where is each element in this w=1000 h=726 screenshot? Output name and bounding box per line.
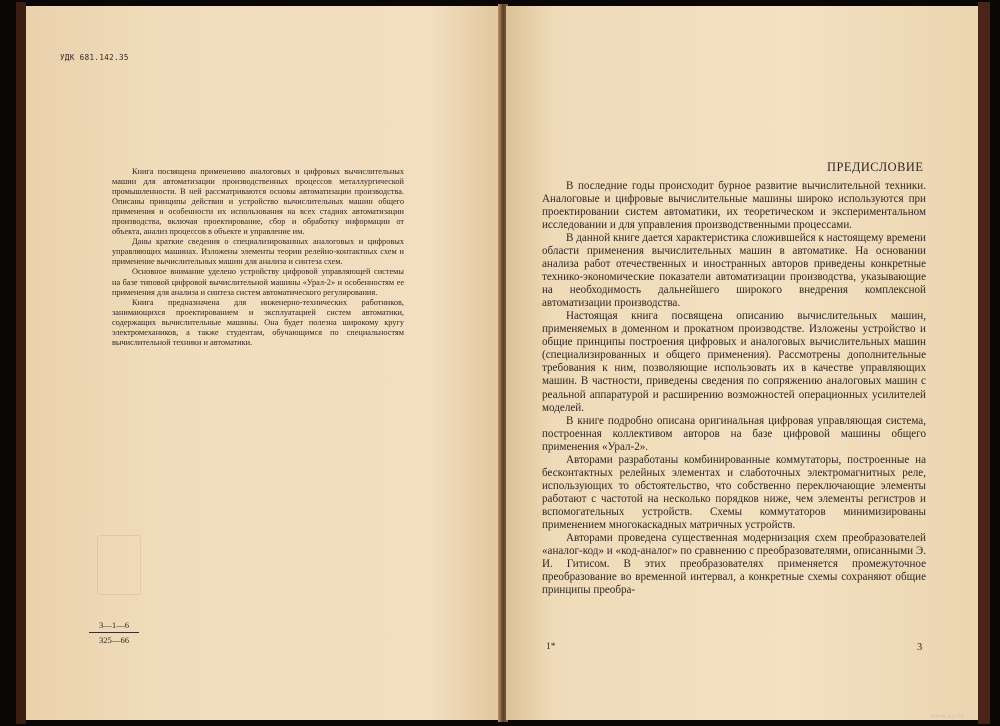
signature-mark: 1* bbox=[546, 642, 556, 652]
left-page bbox=[26, 6, 500, 720]
udk-code: УДК 681.142.35 bbox=[60, 53, 129, 62]
book-abstract bbox=[112, 167, 404, 348]
cover-edge-right bbox=[978, 2, 990, 724]
publication-code bbox=[89, 620, 139, 645]
faded-stamp-mark bbox=[97, 535, 141, 595]
preface-paragraph: Авторами проведена существенная модернизация схем преобразователей «аналог-код» и «код-аналог» по сравнению с преобразователями, описанными Э. И. Гитисом. В этих преобразователях применяется промежуточное преобразование во временной интервал, а конкретные схемы сохраняют общие принципы преобра- bbox=[542, 531, 926, 596]
site-watermark: www.ay.by bbox=[930, 712, 965, 720]
abstract-paragraph: Основное внимание уделено устройству цифровой управляющей системы на базе типовой цифровой вычислительной машины «Урал-2» и особенностям ее применения для анализа и синтеза систем автоматического регулирования. bbox=[112, 267, 404, 297]
cover-edge-left bbox=[16, 2, 26, 724]
preface-paragraph: Настоящая книга посвящена описанию вычислительных машин, применяемых в доменном и прокатном производстве. Изложены устройство и общие принципы построения цифровых и аналоговых вычислительных машин (специализированных и общего применения). Рассмотрены дополнительные требования к ним, позволяющие использовать их в качестве управляющих машин. В частности, приведены сведения по сопряжению аналоговых машин с реальной аппаратурой и расширению возможностей операционных усилителей моделей. bbox=[542, 310, 926, 414]
preface-paragraph: Авторами разработаны комбинированные коммутаторы, построенные на бесконтактных релейных элементах и слаботочных электромагнитных реле, использующих то обстоятельство, что собственно переключающие элементы работают с частотой на несколько порядков ниже, чем элементы регистров и вспомогательных устройств. Схемы коммутаторов минимизированы применением многокаскадных матричных устройств. bbox=[542, 453, 926, 531]
page-number: 3 bbox=[917, 642, 923, 653]
preface-paragraph: В данной книге дается характеристика сложившейся к настоящему времени области применения вычислительных машин в автоматике. На основании анализа работ отечественных и иностранных авторов приведены конкретные технико-экономические показатели автоматизации производства, указывающие на необходимость дальнейшего широкого внедрения комплексной автоматизации производства. bbox=[542, 232, 926, 310]
preface-text bbox=[542, 180, 926, 597]
abstract-paragraph: Даны краткие сведения о специализированных аналоговых и цифровых управляющих машинах. Изложены элементы теории релейно-контактных схем и применение вычислительных машин для анализа и синтеза схем. bbox=[112, 237, 404, 267]
code-divider bbox=[89, 632, 139, 633]
abstract-paragraph: Книга посвящена применению аналоговых и цифровых вычислительных машин для автоматизации производственных процессов металлургической промышленности. В ней рассматриваются основы автоматизации производства. Описаны принципы действия и устройство вычислительных машин общего применения и особенности их использования на всех стадиях автоматизации производства, включая проектирование, сбор и обработку информации от объекта, анализ процессов в объекте и управление им. bbox=[112, 167, 404, 237]
code-bottom: 325—66 bbox=[98, 635, 130, 645]
abstract-paragraph: Книга предназначена для инженерно-технических работников, занимающихся проектированием и эксплуатацией систем автоматики, содержащих вычислительные машины. Она будет полезна широкому кругу электромехаников, а также студентам, обучающимся по специальностям вычислительной техники и автоматики. bbox=[112, 297, 404, 347]
preface-paragraph: В последние годы происходит бурное развитие вычислительной техники. Аналоговые и цифровые вычислительные машины широко используются при проектировании систем автоматики, их теоретическом и экспериментальном исследовании и для управления производственными процессами. bbox=[542, 180, 926, 232]
code-top: 3—1—6 bbox=[98, 620, 130, 630]
preface-heading: ПРЕДИСЛОВИЕ bbox=[827, 160, 924, 174]
preface-paragraph: В книге подробно описана оригинальная цифровая управляющая система, построенная коллективом авторов на базе цифровой машины общего применения «Урал-2». bbox=[542, 414, 926, 453]
